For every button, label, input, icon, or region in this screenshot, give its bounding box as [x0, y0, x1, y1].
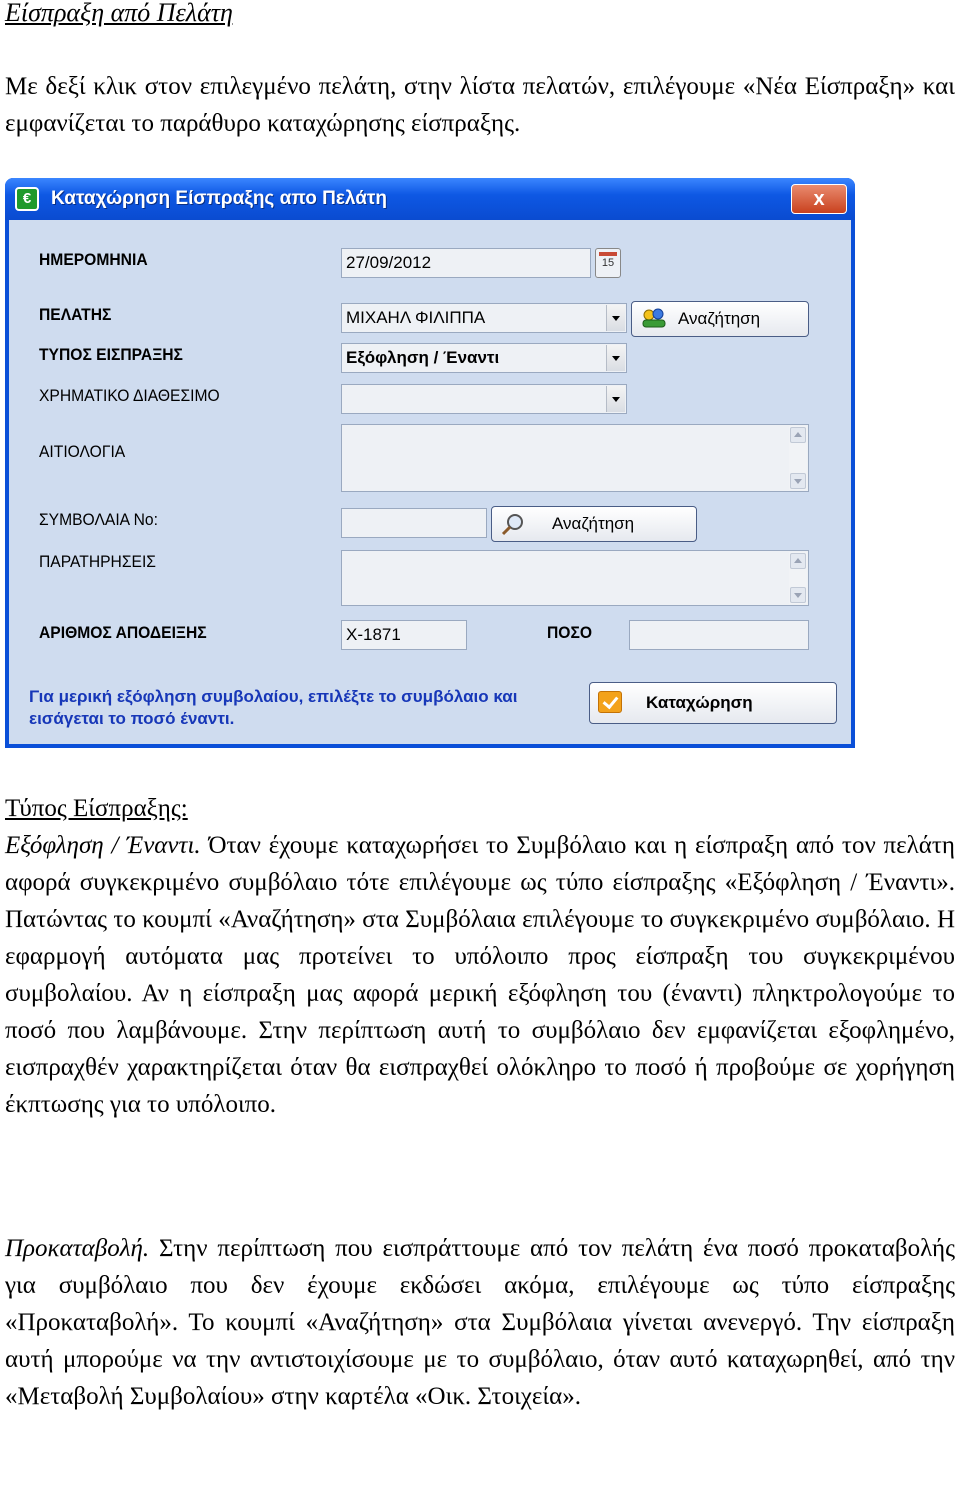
close-button[interactable]: x	[791, 184, 847, 214]
receipt-type-label: ΤΥΠΟΣ ΕΙΣΠΡΑΞΗΣ	[39, 345, 183, 364]
customer-select-value: ΜΙΧΑΗΛ ΦΙΛΙΠΠΑ	[346, 308, 486, 327]
search-contract-label: Αναζήτηση	[552, 514, 635, 533]
submit-button[interactable]	[589, 682, 837, 724]
submit-label: Καταχώρηση	[646, 693, 753, 712]
chevron-down-icon[interactable]	[606, 386, 625, 412]
scroll-up-icon[interactable]	[790, 427, 806, 443]
app-icon: €	[15, 187, 39, 211]
chevron-down-icon[interactable]	[606, 305, 625, 331]
dialog-body	[9, 220, 851, 744]
scroll-up-icon[interactable]	[790, 553, 806, 569]
section2-text: Στην περίπτωση που εισπράττουμε από τον πελάτη ένα ποσό προκαταβολής για συμβόλαιο που δεν έχουμε εκδώσει ακόμα, επιλέγουμε ως τύπο είσπραξης «Προκαταβολή». Το κουμπί «Αναζήτηση» στα Συμβόλαια γίνεται ανενεργό. Την είσπραξη αυτή μπορούμε να την αντιστοιχίσουμε με το συμβόλαιο, όταν αυτό καταχωρηθεί, από την «Μεταβολή Συμβολαίου» στην καρτέλα «Οικ. Στοιχεία».	[5, 1235, 955, 1410]
receipt-number-label: ΑΡΙΘΜΟΣ ΑΠΟΔΕΙΞΗΣ	[39, 623, 207, 642]
receipt-type-section	[5, 790, 955, 1123]
customer-select[interactable]	[341, 303, 627, 333]
reason-label: ΑΙΤΙΟΛΟΓΙΑ	[39, 442, 126, 461]
cash-available-select[interactable]	[341, 384, 627, 414]
customer-label: ΠΕΛΑΤΗΣ	[39, 305, 112, 324]
contracts-label: ΣΥΜΒΟΛΑΙΑ Νο:	[39, 510, 158, 529]
calendar-icon[interactable]: 15	[595, 248, 621, 278]
dialog-titlebar[interactable]	[5, 178, 855, 220]
scroll-down-icon[interactable]	[790, 473, 806, 489]
section2-lead: Προκαταβολή.	[5, 1235, 150, 1262]
section1-lead: Εξόφληση / Έναντι.	[5, 832, 201, 859]
notes-textarea[interactable]	[341, 550, 809, 606]
date-label: ΗΜΕΡΟΜΗΝΙΑ	[39, 250, 148, 269]
reason-scrollbar[interactable]	[789, 426, 807, 490]
scroll-down-icon[interactable]	[790, 587, 806, 603]
document-title: Είσπραξη από Πελάτη	[5, 0, 233, 27]
search-customer-label: Αναζήτηση	[678, 309, 761, 328]
advance-payment-paragraph	[5, 1230, 955, 1415]
people-search-icon	[640, 307, 668, 331]
chevron-down-icon[interactable]	[606, 345, 625, 371]
search-customer-button[interactable]	[631, 301, 809, 337]
receipt-type-value: Εξόφληση / Έναντι	[346, 348, 500, 367]
notes-label: ΠΑΡΑΤΗΡΗΣΕΙΣ	[39, 552, 156, 571]
section-heading: Τύπος Είσπραξης:	[5, 795, 188, 822]
reason-textarea[interactable]	[341, 424, 809, 492]
search-contract-button[interactable]	[491, 506, 697, 542]
partial-payment-hint: Για μερική εξόφληση συμβολαίου, επιλέξτε το συμβόλαιο και εισάγεται το ποσό έναντι.	[29, 687, 518, 728]
receipt-number-field[interactable]: Χ-1871	[341, 620, 467, 650]
date-field[interactable]: 27/09/2012	[341, 248, 591, 278]
checkmark-icon	[598, 691, 622, 713]
receipt-type-select[interactable]	[341, 343, 627, 373]
amount-label: ΠΟΣΟ	[547, 623, 593, 642]
amount-field[interactable]	[629, 620, 809, 650]
section1-text: Όταν έχουμε καταχωρήσει το Συμβόλαιο και η είσπραξη από τον πελάτη αφορά συγκεκριμένο συμβόλαιο τότε επιλέγουμε ως τύπο είσπραξης «Εξόφληση / Έναντι». Πατώντας το κουμπί «Αναζήτηση» στα Συμβόλαια επιλέγουμε το συγκεκριμένο συμβόλαιο. Η εφαρμογή αυτόματα μας προτείνει το υπόλοιπο προς είσπραξη του συγκεκριμένου συμβολαίου. Αν η είσπραξη μας αφορά μερική εξόφληση του (έναντι) πληκτρολογούμε το ποσό που λαμβάνουμε. Στην περίπτωση αυτή το συμβόλαιο δεν εμφανίζεται εξοφλημένο, εισπραχθέν χαρακτηρίζεται όταν θα εισπραχθεί ολόκληρο το ποσό ή προβούμε σε χορήγηση έκπτωσης για το υπόλοιπο.	[5, 832, 955, 1118]
magnifier-icon	[500, 512, 528, 536]
intro-paragraph: Με δεξί κλικ στον επιλεγμένο πελάτη, στην λίστα πελατών, επιλέγουμε «Νέα Είσπραξη» και εμφανίζεται το παράθυρο καταχώρησης είσπραξης.	[5, 73, 955, 137]
receipt-dialog-window	[5, 178, 855, 748]
dialog-title: Καταχώρηση Είσπραξης απο Πελάτη	[51, 188, 388, 209]
notes-scrollbar[interactable]	[789, 552, 807, 604]
contracts-field[interactable]	[341, 508, 487, 538]
cash-available-label: ΧΡΗΜΑΤΙΚΟ ΔΙΑΘΕΣΙΜΟ	[39, 386, 220, 405]
